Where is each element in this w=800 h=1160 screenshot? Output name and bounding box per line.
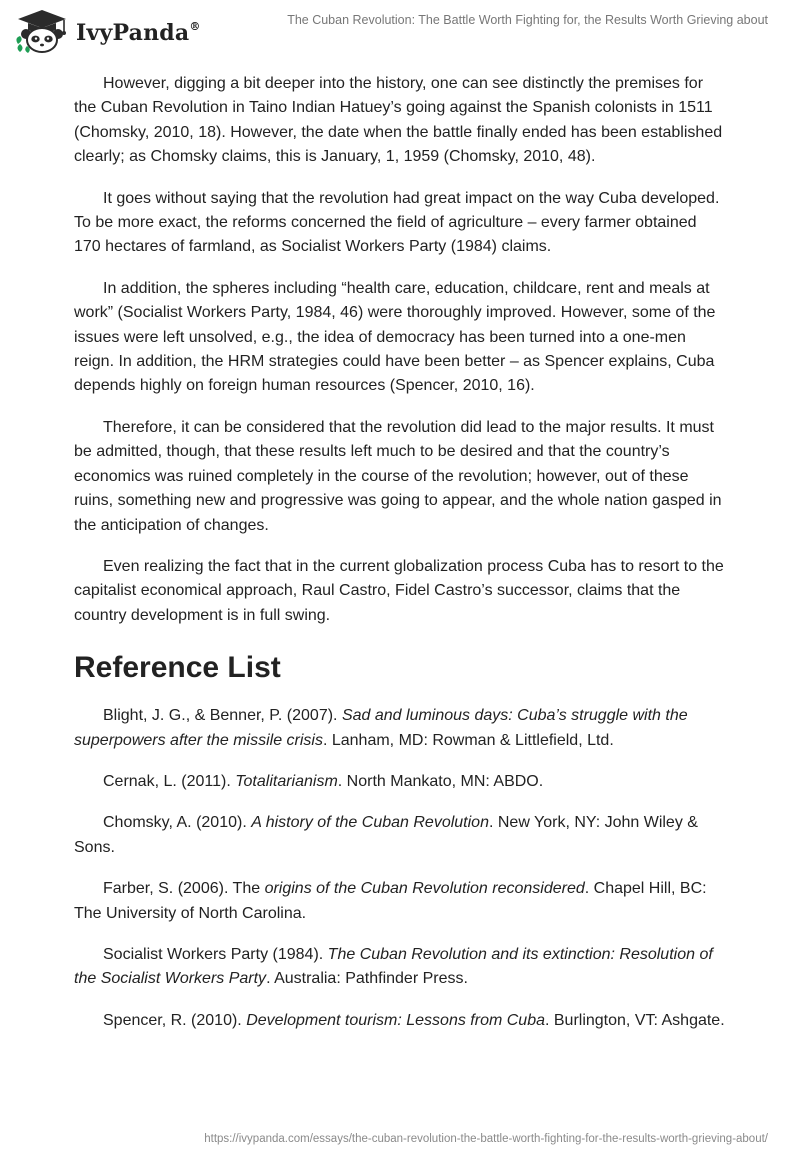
document-title: The Cuban Revolution: The Battle Worth Fighting for, the Results Worth Grieving about	[287, 13, 768, 27]
body-paragraph: However, digging a bit deeper into the history, one can see distinctly the premises for the Cuban Revolution in Taino Indian Hatuey’s going against the Spanish colonists in 1511 (Chomsky, 2010, 18). However, the date when the battle finally ended has been established clearly; as Chomsky claims, this is January, 1, 1959 (Chomsky, 2010, 48).	[74, 75, 723, 166]
reference-item: Chomsky, A. (2010). A history of the Cuban Revolution. New York, NY: John Wiley & Sons.	[74, 814, 698, 856]
body-paragraph: Therefore, it can be considered that the revolution did lead to the major results. It must be admitted, though, that these results left much to be desired and that the country’s economics was ruined completely in the course of the revolution; however, out of these ruins, something new and progressive was going to appear, and the whole nation gasped in the anticipation of changes.	[74, 418, 722, 534]
reference-item: Cernak, L. (2011). Totalitarianism. North Mankato, MN: ABDO.	[103, 772, 544, 790]
reference-item: Blight, J. G., & Benner, P. (2007). Sad and luminous days: Cuba’s struggle with the superpowers after the missile crisis. Lanham, MD: Rowman & Littlefield, Ltd.	[74, 707, 688, 749]
reference-item: Spencer, R. (2010). Development tourism: Lessons from Cuba. Burlington, VT: Ashgate.	[103, 1011, 725, 1029]
graduate-panda-icon	[14, 8, 70, 54]
brand-name: IvyPanda®	[76, 19, 201, 46]
page-header	[0, 0, 800, 60]
body-paragraph: It goes without saying that the revolution had great impact on the way Cuba developed. To be more exact, the reforms concerned the field of agriculture – every farmer obtained 170 hectares of farmland, as Socialist Workers Party (1984) claims.	[74, 189, 720, 256]
reference-list-heading: Reference List	[74, 651, 281, 685]
essay-content	[74, 72, 726, 1050]
reference-item: Socialist Workers Party (1984). The Cuban Revolution and its extinction: Resolution of the Socialist Workers Party. Australia: Pathfinder Press.	[74, 945, 713, 988]
body-paragraph: Even realizing the fact that in the current globalization process Cuba has to resort to the capitalist economical approach, Raul Castro, Fidel Castro’s successor, claims that the country development is in full swing.	[74, 557, 724, 624]
reference-item: Farber, S. (2006). The origins of the Cuban Revolution reconsidered. Chapel Hill, BC: The University of North Carolina.	[74, 880, 707, 922]
body-paragraph: In addition, the spheres including “health care, education, childcare, rent and meals at work” (Socialist Workers Party, 1984, 46) were thoroughly improved. However, some of the issues were left unsolved, e.g., the idea of democracy has been turned into a one-men reign. In addition, the HRM strategies could have been better – as Spencer explains, Cuba depends highly on foreign human resources (Spencer, 2010, 16).	[74, 279, 716, 395]
source-url-link[interactable]: https://ivypanda.com/essays/the-cuban-revolution-the-battle-worth-fighting-for-the-results-worth-grieving-about/	[204, 1133, 768, 1145]
ivypanda-logo[interactable]	[14, 8, 201, 54]
